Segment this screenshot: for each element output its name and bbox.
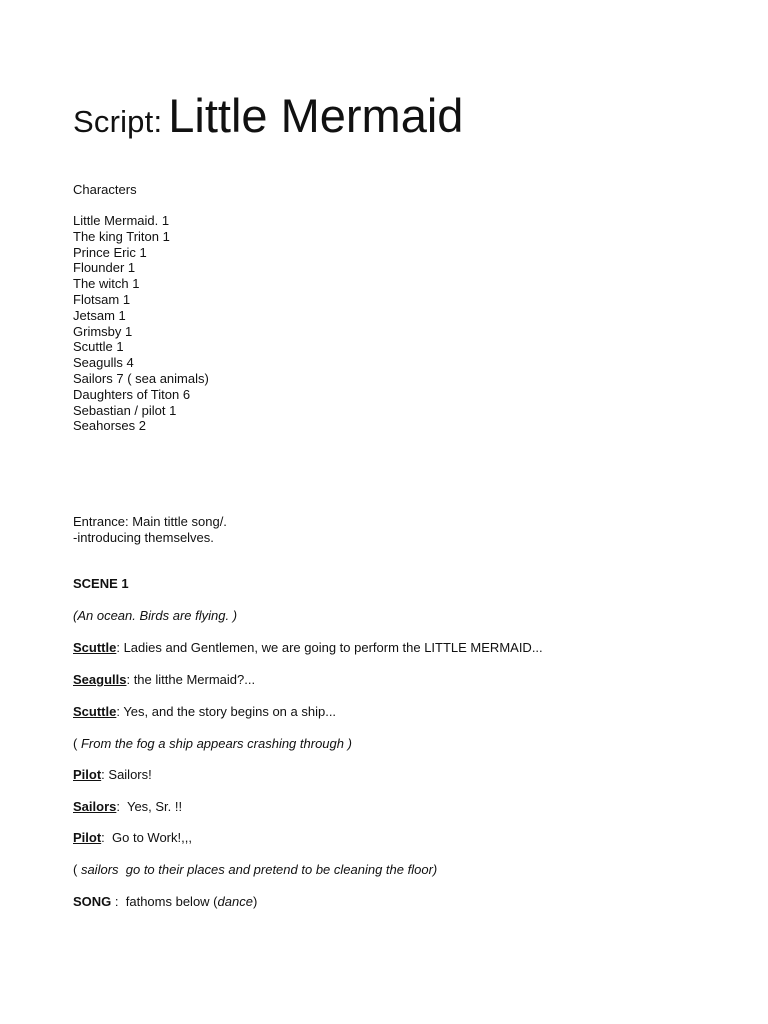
character-item: Flounder 1: [73, 260, 136, 276]
character-item: Grimsby 1: [73, 323, 133, 339]
stage-direction: (An ocean. Birds are flying. ): [73, 608, 238, 623]
character-item: Prince Eric 1: [73, 244, 147, 260]
dialogue-line: [73, 799, 182, 815]
dialogue-line: [73, 672, 255, 688]
character-item: Sailors 7 ( sea animals): [73, 370, 209, 386]
entrance-block: [73, 514, 227, 546]
speaker-name: Pilot: [73, 830, 102, 845]
speaker-name: Sailors: [73, 799, 117, 814]
character-item: Little Mermaid. 1: [73, 213, 170, 228]
direction-paren: (: [73, 736, 81, 751]
speaker-name: Scuttle: [73, 640, 117, 655]
title-main: Little Mermaid: [168, 89, 464, 142]
dialogue-line: [73, 767, 152, 783]
document-title: [73, 89, 464, 142]
speaker-name: Seagulls: [73, 672, 127, 687]
dialogue-text: : Sailors!: [101, 767, 152, 782]
dialogue-line: [73, 640, 543, 656]
character-item: Sebastian / pilot 1: [73, 402, 177, 418]
character-item: Seagulls 4: [73, 355, 134, 371]
dialogue-line: [73, 704, 336, 720]
speaker-name: Pilot: [73, 767, 102, 782]
song-close: ): [252, 894, 258, 909]
script-page: [73, 0, 753, 1024]
dialogue-text: : Ladies and Gentlemen, we are going to perform the LITTLE MERMAID...: [116, 640, 543, 655]
character-item: Flotsam 1: [73, 291, 131, 307]
dialogue-text: : the litthe Mermaid?...: [126, 672, 256, 687]
stage-direction: [73, 862, 437, 878]
scene-heading: SCENE 1: [73, 576, 129, 591]
song-direction: dance: [217, 894, 253, 909]
entrance-line: Entrance: Main tittle song/.: [73, 514, 227, 529]
direction-text: sailors go to their places and pretend to be cleaning the floor): [80, 862, 438, 877]
song-text: : fathoms below (: [111, 894, 218, 909]
speaker-name: Scuttle: [73, 704, 117, 719]
character-item: Seahorses 2: [73, 418, 146, 434]
character-item: The witch 1: [73, 276, 140, 292]
character-item: The king Triton 1: [73, 228, 170, 244]
stage-direction: [73, 736, 352, 752]
song-label: SONG: [73, 894, 112, 909]
dialogue-text: : Go to Work!,,,: [101, 830, 192, 845]
character-list: [73, 213, 209, 434]
direction-paren: (: [73, 862, 81, 877]
dialogue-text: : Yes, Sr. !!: [116, 799, 183, 814]
character-item: Jetsam 1: [73, 307, 126, 323]
entrance-line: -introducing themselves.: [73, 529, 214, 545]
character-item: Scuttle 1: [73, 339, 124, 355]
dialogue-line: [73, 830, 192, 846]
song-line: [73, 894, 257, 910]
characters-heading: Characters: [73, 182, 137, 197]
character-item: Daughters of Titon 6: [73, 386, 191, 402]
dialogue-text: : Yes, and the story begins on a ship...: [116, 704, 337, 719]
title-prefix: Script:: [73, 104, 163, 139]
direction-text: From the fog a ship appears crashing through ): [80, 736, 352, 751]
